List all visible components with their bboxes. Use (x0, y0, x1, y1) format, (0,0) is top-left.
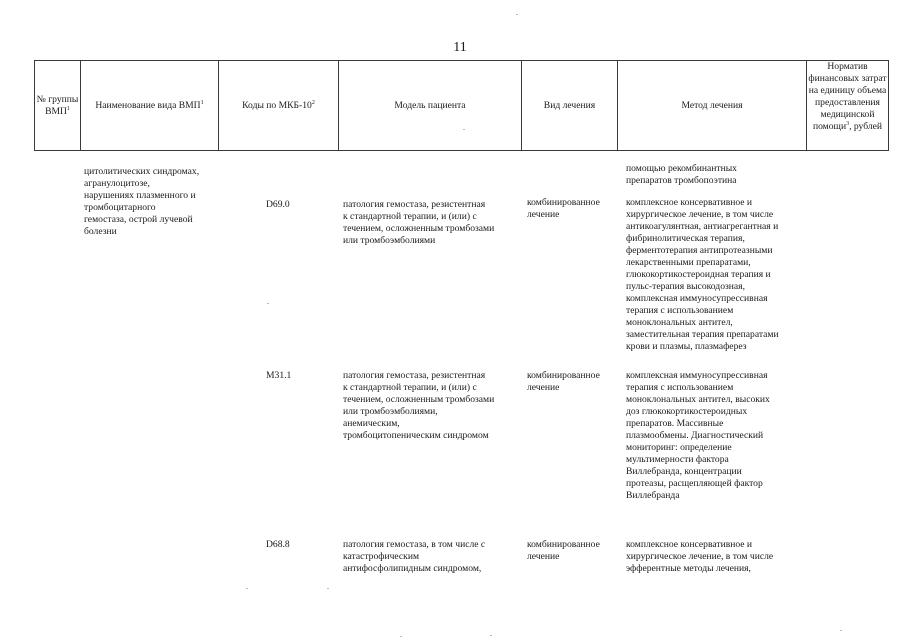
scan-speck (400, 636, 402, 637)
header-patient-model-label: Модель пациента (394, 99, 466, 111)
icd-code: D68.8 (266, 539, 290, 550)
method-continuation: помощью рекомбинантных препаратов тромбопоэтина (626, 163, 737, 186)
patient-model: патология гемостаза, резистентная к стандартной терапии, и (или) с течением, осложненным тромбозами или тромбоэмболиями, анемическим, тромбоцитопеническим синдромом (343, 370, 495, 441)
scan-speck (516, 14, 518, 15)
footnote-marker: 1 (200, 99, 204, 106)
treatment-type: комбинированное лечение (527, 197, 600, 220)
treatment-method: комплексное консервативное и хирургическое лечение, в том числе антикоагулянтная, антиагрегантная и фибринолитическая терапия, ферментотерапия антипротеазными лекарственными препаратами, глюкокортикостероидная терапия и пульс-терапия высокодозная, комплексная иммуносупрессивная терапия с использованием моноклональных антител, заместительная терапия препаратами крови и плазмы, плазмаферез (626, 197, 779, 352)
icd-code: D69.0 (266, 199, 290, 210)
header-vmp-name (81, 61, 218, 150)
scan-speck (490, 635, 492, 636)
vmp-name-continuation: цитолитических синдромах, агранулоцитозе, нарушениях плазменного и тромбоцитарного гемостаза, острой лучевой болезни (84, 166, 200, 237)
header-bottom-border (34, 150, 889, 151)
treatment-type: комбинированное лечение (527, 370, 600, 393)
header-treatment-type-label: Вид лечения (543, 99, 596, 111)
header-group-no-label: № группы ВМП (36, 93, 79, 117)
column-divider (888, 60, 889, 151)
treatment-type: комбинированное лечение (527, 539, 600, 562)
header-icd-codes-label: Коды по МКБ-10 (242, 99, 312, 111)
treatment-method: комплексное консервативное и хирургическое лечение, в том числе эфферентные методы лечения, (626, 539, 774, 574)
footnote-marker: 3 (846, 120, 850, 127)
header-treatment-method (618, 61, 806, 150)
header-treatment-method-label: Метод лечения (681, 99, 743, 111)
header-treatment-type (522, 61, 617, 150)
header-group-no (35, 61, 80, 150)
footnote-marker: 2 (311, 99, 315, 106)
header-vmp-name-label: Наименование вида ВМП (95, 99, 201, 111)
header-norm (807, 61, 888, 150)
scan-speck (246, 588, 248, 589)
header-norm-suffix: , рублей (849, 121, 883, 132)
scan-speck (327, 588, 329, 589)
scan-speck (463, 129, 465, 130)
header-icd-codes (219, 61, 338, 150)
treatment-method: комплексная иммуносупрессивная терапия с использованием моноклональных антител, высоких доз глюкокортикостероидных препаратов. Массивные плазмообмены. Диагностический мониторинг: определение мультимерности фактора Виллебранда, концентрации протеазы, расщепляющей фактор Виллебранда (626, 370, 770, 501)
footnote-marker: 1 (66, 105, 70, 112)
scan-speck (267, 303, 269, 304)
header-patient-model (339, 61, 521, 150)
header-norm-label: Норматив финансовых затрат на единицу объема предоставления медицинской помощи (808, 61, 887, 132)
page-number: 11 (453, 40, 467, 55)
icd-code: M31.1 (266, 370, 292, 381)
patient-model: патология гемостаза, в том числе с катастрофическим антифосфолипидным синдромом, (343, 539, 486, 574)
patient-model: патология гемостаза, резистентная к стандартной терапии, и (или) с течением, осложненным тромбозами или тромбоэмболиями (343, 199, 495, 246)
scan-speck (840, 630, 842, 631)
